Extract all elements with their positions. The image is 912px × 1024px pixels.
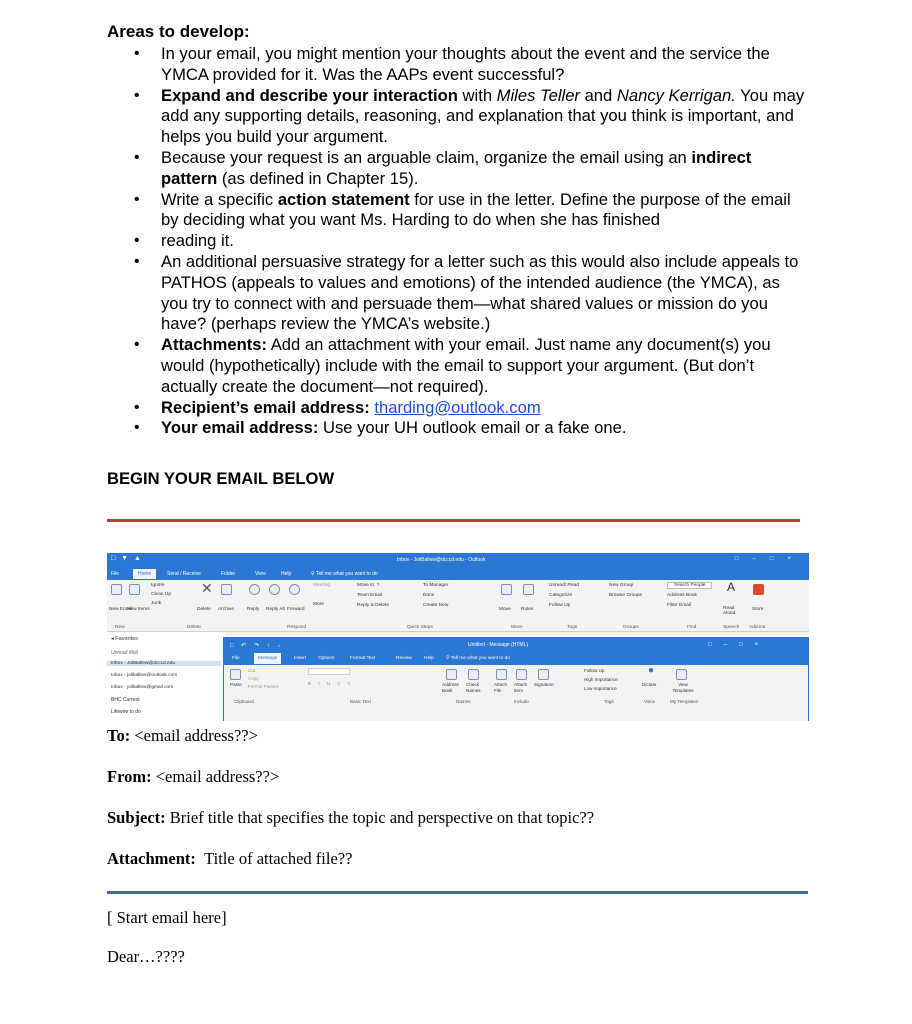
- from-line: [107, 767, 279, 787]
- msg-group-tags: Tags: [604, 699, 614, 704]
- rules-button[interactable]: Rules: [521, 607, 534, 612]
- msg-tab-help[interactable]: Help: [424, 656, 434, 661]
- bullet-text: with: [457, 85, 497, 105]
- msg-group-names: Names: [456, 699, 471, 704]
- tab-home[interactable]: Home: [133, 569, 156, 579]
- new-email-icon[interactable]: [111, 584, 122, 595]
- to-line: [107, 726, 258, 746]
- tell-me-box[interactable]: ⚲ Tell me what you want to do: [311, 571, 378, 577]
- address-book-icon[interactable]: [446, 669, 457, 680]
- bullet-item: [107, 335, 807, 397]
- subject-line: [107, 808, 594, 828]
- from-value[interactable]: <email address??>: [155, 767, 280, 786]
- paste-button[interactable]: Paste: [230, 682, 242, 687]
- cut-button[interactable]: Cut: [248, 668, 256, 673]
- to-label: To:: [107, 726, 131, 745]
- msg-tell-me-box[interactable]: ⚲ Tell me what you want to do: [446, 656, 510, 661]
- msg-follow-up-button[interactable]: Follow Up: [584, 668, 605, 673]
- message-tabs: [224, 652, 808, 665]
- group-respond: Respond: [287, 625, 307, 630]
- read-aloud-button[interactable]: Read Aloud: [723, 606, 736, 616]
- tab-folder[interactable]: Folder: [221, 571, 236, 577]
- new-items-label: New Items: [127, 607, 150, 612]
- reply-all-button[interactable]: Reply All: [266, 607, 285, 612]
- bullet-text: An additional persuasive strategy for a letter such as this would also include appeals to PATHOS (appeals to values and emotions) of the intended audience (the YMCA), as you try to connect with and persuade them—what shared values or mission do you have? (perhaps review the YMCA’s website.): [161, 251, 799, 334]
- group-groups: Groups: [623, 625, 639, 630]
- tab-view[interactable]: View: [255, 571, 266, 577]
- format-painter-button[interactable]: Format Painter: [248, 684, 279, 689]
- begin-email-label: BEGIN YOUR EMAIL BELOW: [107, 469, 335, 488]
- quickstep-move-to[interactable]: Move to: ?: [357, 583, 380, 588]
- reply-button[interactable]: Reply: [247, 607, 260, 612]
- subject-value[interactable]: Brief title that specifies the topic and perspective on that topic??: [169, 808, 595, 827]
- start-email-placeholder[interactable]: [ Start email here]: [107, 908, 227, 927]
- forward-button[interactable]: Forward: [287, 607, 305, 612]
- msg-group-basic-text: Basic Text: [350, 699, 371, 704]
- msg-tab-file[interactable]: File: [232, 656, 240, 661]
- bullet-text: Recipient’s email address:: [161, 397, 375, 417]
- msg-tab-message[interactable]: Message: [254, 653, 281, 664]
- message-window: [223, 637, 809, 721]
- attachment-value[interactable]: Title of attached file??: [204, 849, 353, 868]
- folder-pane: [107, 632, 225, 721]
- delete-button[interactable]: Delete: [197, 607, 211, 612]
- new-email-label: New Email: [109, 607, 132, 612]
- recipient-email-link[interactable]: tharding@outlook.com: [374, 397, 541, 417]
- attachment-label: Attachment:: [107, 849, 196, 868]
- group-quick-steps: Quick Steps: [407, 625, 433, 630]
- meeting-button[interactable]: Meeting: [313, 583, 331, 588]
- ignore-button[interactable]: Ignore: [151, 583, 165, 588]
- favorites-label: Favorites: [115, 636, 138, 642]
- bullet-text: reading it.: [161, 231, 234, 251]
- message-window-controls-icon[interactable]: □–□×: [708, 642, 771, 648]
- group-delete: Delete: [187, 625, 201, 630]
- dictate-button[interactable]: Dictate: [642, 682, 657, 687]
- attach-item-button[interactable]: Attach Item: [514, 682, 528, 693]
- store-button[interactable]: Store: [752, 607, 764, 612]
- more-button[interactable]: More: [313, 602, 324, 607]
- bullet-item: [107, 398, 807, 419]
- tab-file[interactable]: File: [111, 571, 120, 577]
- bullet-text: Use your UH outlook email or a fake one.: [318, 418, 627, 438]
- bullet-text: In your email, you might mention your thoughts about the event and the service the YMCA provided for it. Was the AAPs event successful?: [161, 44, 770, 84]
- message-ribbon: [224, 665, 808, 721]
- basic-text-icons[interactable]: B I U ≡ ≡: [308, 681, 354, 686]
- msg-tab-options[interactable]: Options: [318, 656, 335, 661]
- quick-access-icons[interactable]: □ ▼ ▲: [111, 555, 143, 562]
- archive-button[interactable]: Archive: [218, 607, 234, 612]
- msg-tab-format-text[interactable]: Format Text: [350, 656, 376, 661]
- high-importance-button[interactable]: High Importance: [584, 677, 618, 682]
- outlook-tabs: [107, 568, 809, 580]
- quickstep-done[interactable]: Done: [423, 593, 435, 598]
- bullet-text: Your email address:: [161, 418, 319, 438]
- bullet-item: [107, 86, 807, 148]
- bullet-item: [107, 418, 807, 439]
- view-templates-button[interactable]: View Templates: [672, 682, 694, 693]
- bullet-text: Attachments:: [161, 335, 268, 355]
- bullet-text: You may add any supporting details, reasoning, and explanation that you think is important, and helps you build your argument.: [161, 85, 805, 147]
- clean-up-button[interactable]: Clean Up: [151, 592, 171, 597]
- favorites-header[interactable]: ◂ Favorites: [111, 636, 138, 642]
- categorize-button[interactable]: Categorize: [549, 593, 573, 598]
- folder-unread-mail[interactable]: Unread Mail: [111, 650, 138, 656]
- tell-me-text: Tell me what you want to do: [315, 571, 378, 577]
- move-icon[interactable]: [501, 584, 512, 595]
- message-title: Untitled - Message (HTML): [468, 642, 529, 648]
- msg-group-voice: Voice: [644, 699, 656, 704]
- group-find: Find: [687, 625, 697, 630]
- folder-lifewire[interactable]: Lifewire to do: [111, 709, 141, 715]
- new-items-icon[interactable]: [129, 584, 140, 595]
- new-group-button[interactable]: New Group: [609, 583, 634, 588]
- reply-all-icon[interactable]: [269, 584, 280, 595]
- msg-tab-review[interactable]: Review: [396, 656, 412, 661]
- bullet-text: indirect pattern: [161, 147, 752, 188]
- group-new: New: [115, 625, 125, 630]
- signature-button[interactable]: Signature: [534, 682, 554, 687]
- blue-divider: [107, 891, 808, 894]
- folder-inbox-outlook[interactable]: Inbox - joliballew@outlook.com: [111, 673, 178, 678]
- unread-read-button[interactable]: Unread/ Read: [549, 583, 579, 588]
- msg-tell-me-text: Tell me what you want to do: [450, 656, 510, 661]
- msg-tab-insert[interactable]: Insert: [294, 656, 306, 661]
- group-speech: Speech: [723, 625, 740, 630]
- view-templates-icon[interactable]: [676, 669, 687, 680]
- msg-group-my-templates: My Templates: [670, 699, 699, 704]
- quickstep-create-new[interactable]: Create New: [423, 603, 449, 608]
- greeting[interactable]: Dear…????: [107, 947, 185, 966]
- bullet-text: and: [579, 85, 617, 105]
- filter-email-button[interactable]: Filter Email: [667, 603, 691, 608]
- bullet-item: [107, 148, 807, 190]
- bullet-item: [107, 44, 807, 86]
- window-title: Inbox - JoliBallew@dcccd.edu - Outlook: [397, 557, 486, 563]
- folder-inbox-dcccd[interactable]: Inbox - JoliBallew@dcccd.edu: [107, 661, 221, 666]
- junk-button[interactable]: Junk: [151, 601, 162, 606]
- forward-icon[interactable]: [289, 584, 300, 595]
- tab-help[interactable]: Help: [281, 571, 292, 577]
- bullet-text: (as defined in Chapter 15).: [217, 168, 419, 188]
- store-icon[interactable]: [753, 584, 764, 595]
- tab-send-receive[interactable]: Send / Receive: [167, 571, 201, 577]
- browse-groups-button[interactable]: Browse Groups: [609, 593, 643, 598]
- bullet-text: Expand and describe your interaction: [161, 85, 458, 105]
- areas-heading: Areas to develop:: [107, 22, 250, 41]
- window-controls-icon[interactable]: □–□×: [734, 556, 805, 562]
- message-title-bar: [224, 638, 808, 652]
- low-importance-button[interactable]: Low Importance: [584, 686, 617, 691]
- bullet-item: [107, 231, 807, 252]
- bullet-text: Because your request is an arguable claim, organize the email using an: [161, 147, 692, 167]
- rules-icon[interactable]: [523, 584, 534, 595]
- reply-icon[interactable]: [249, 584, 260, 595]
- bullet-item: [107, 252, 807, 335]
- quickstep-team-email[interactable]: Team Email: [357, 593, 383, 598]
- group-add-ins: Add-ins: [749, 625, 766, 630]
- msg-group-include: Include: [514, 699, 529, 704]
- read-aloud-icon[interactable]: A: [727, 580, 736, 594]
- search-people-input[interactable]: Search People: [667, 582, 712, 589]
- bullet-text: Write a specific: [161, 189, 278, 209]
- bullet-text: Nancy Kerrigan.: [616, 85, 736, 105]
- folder-inbox-gmail[interactable]: Inbox - joliballew@gmail.com: [111, 685, 174, 690]
- quickstep-to-manager[interactable]: To Manager: [423, 583, 449, 588]
- outlook-screenshot: [107, 553, 809, 721]
- bullet-text: Add an attachment with your email. Just name any document(s) you would (hypothetically) include with the email to support your argument. (But don’t actually create the document—not required).: [161, 335, 771, 396]
- group-tags: Tags: [567, 625, 578, 630]
- follow-up-button[interactable]: Follow Up: [549, 603, 571, 608]
- address-book-button[interactable]: Address Book: [667, 593, 697, 598]
- archive-icon[interactable]: [221, 584, 232, 595]
- folder-bhc-current[interactable]: BHC Current: [111, 697, 140, 703]
- bullet-text: for use in the letter. Define the purpose of the email by deciding what you want Ms. Harding to do when she has finished: [161, 189, 791, 230]
- red-divider: [107, 519, 800, 522]
- bullet-item: [107, 190, 807, 232]
- attach-item-icon[interactable]: [516, 669, 527, 680]
- to-value[interactable]: <email address??>: [134, 726, 258, 745]
- microphone-icon[interactable]: ●: [648, 665, 655, 676]
- paste-icon[interactable]: [230, 669, 241, 680]
- attach-file-button[interactable]: Attach File: [494, 682, 508, 693]
- check-names-icon[interactable]: [468, 669, 479, 680]
- msg-group-clipboard: Clipboard: [234, 699, 254, 704]
- msg-address-book-button[interactable]: Address Book: [442, 682, 459, 693]
- move-button[interactable]: Move: [499, 607, 511, 612]
- outlook-ribbon: [107, 580, 809, 632]
- attachment-line: [107, 849, 352, 869]
- copy-button[interactable]: Copy: [248, 676, 259, 681]
- delete-icon[interactable]: ✕: [201, 580, 213, 596]
- areas-list: [107, 44, 807, 439]
- from-label: From:: [107, 767, 152, 786]
- group-move: Move: [511, 625, 523, 630]
- subject-label: Subject:: [107, 808, 166, 827]
- font-name-select[interactable]: [308, 668, 350, 675]
- quickstep-reply-delete[interactable]: Reply & Delete: [357, 603, 389, 608]
- outlook-title-bar: [107, 553, 809, 568]
- message-quick-access-icon[interactable]: □ ↶ ↷ ↑ ↓: [230, 643, 284, 649]
- check-names-button[interactable]: Check Names: [466, 682, 481, 693]
- bullet-text: Miles Teller: [496, 85, 580, 105]
- signature-icon[interactable]: [538, 669, 549, 680]
- attach-file-icon[interactable]: [496, 669, 507, 680]
- bullet-text: action statement: [277, 189, 410, 209]
